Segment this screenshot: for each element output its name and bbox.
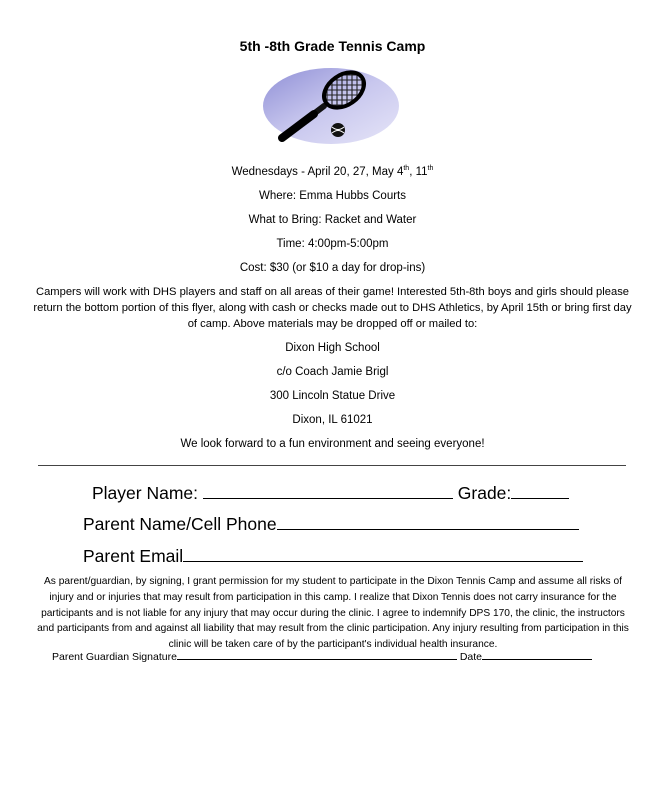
grade-field[interactable] [511, 480, 569, 499]
address-line-2: c/o Coach Jamie Brigl [276, 366, 389, 378]
player-name-row [92, 480, 569, 504]
parent-name-label: Parent Name/Cell Phone [83, 514, 277, 534]
closing-message: We look forward to a fun environment and seeing everyone! [180, 438, 485, 450]
camp-dates: Wednesdays - April 20, 27, May 4th, 11th [231, 165, 434, 178]
grade-label: Grade: [457, 483, 512, 503]
signature-field[interactable] [177, 648, 457, 660]
page-title: 5th -8th Grade Tennis Camp [239, 38, 426, 54]
parent-email-row [83, 543, 583, 567]
consent-paragraph: As parent/guardian, by signing, I grant permission for my student to participate in the Dixon Tennis Camp and assume all risks of injury and or injuries that may result from participation in this camp. I realize that Dixon Tennis does not carry insurance for the participants and is not liable for any injury that may occur during the clinic. I agree to indemnify DPS 170, the clinic, the instructors and participants from and against all liability that may result from the clinic participation. Any injury resulting from participation in this clinic will be taken care of by the participant's individual health insurance. [37, 576, 629, 651]
camp-description: Campers will work with DHS players and staff on all areas of their game! Interested 5th-8th boys and girls should please return the bottom portion of this flyer, along with cash or checks made out to DHS Athletics, by April 15th or bring first day of camp. Above materials may be dropped off or mailed to: [33, 286, 632, 330]
address-line-1: Dixon High School [285, 342, 380, 354]
parent-name-phone-field[interactable] [277, 511, 579, 530]
cut-line-divider [38, 465, 626, 466]
player-name-field[interactable] [203, 480, 453, 499]
camp-cost: Cost: $30 (or $10 a day for drop-ins) [239, 262, 426, 274]
signature-row [52, 648, 592, 663]
date-label: Date [459, 651, 483, 663]
what-to-bring: What to Bring: Racket and Water [248, 214, 417, 226]
parent-name-row [83, 511, 579, 535]
address-line-3: 300 Lincoln Statue Drive [269, 390, 396, 402]
address-line-4: Dixon, IL 61021 [292, 414, 373, 426]
parent-email-field[interactable] [183, 543, 583, 562]
camp-time: Time: 4:00pm-5:00pm [276, 238, 389, 250]
date-field[interactable] [482, 648, 592, 660]
parent-email-label: Parent Email [83, 546, 184, 566]
player-name-label: Player Name: [92, 483, 199, 503]
camp-location: Where: Emma Hubbs Courts [259, 190, 406, 202]
tennis-racket-ball-icon [262, 66, 400, 146]
signature-label: Parent Guardian Signature [52, 651, 177, 663]
